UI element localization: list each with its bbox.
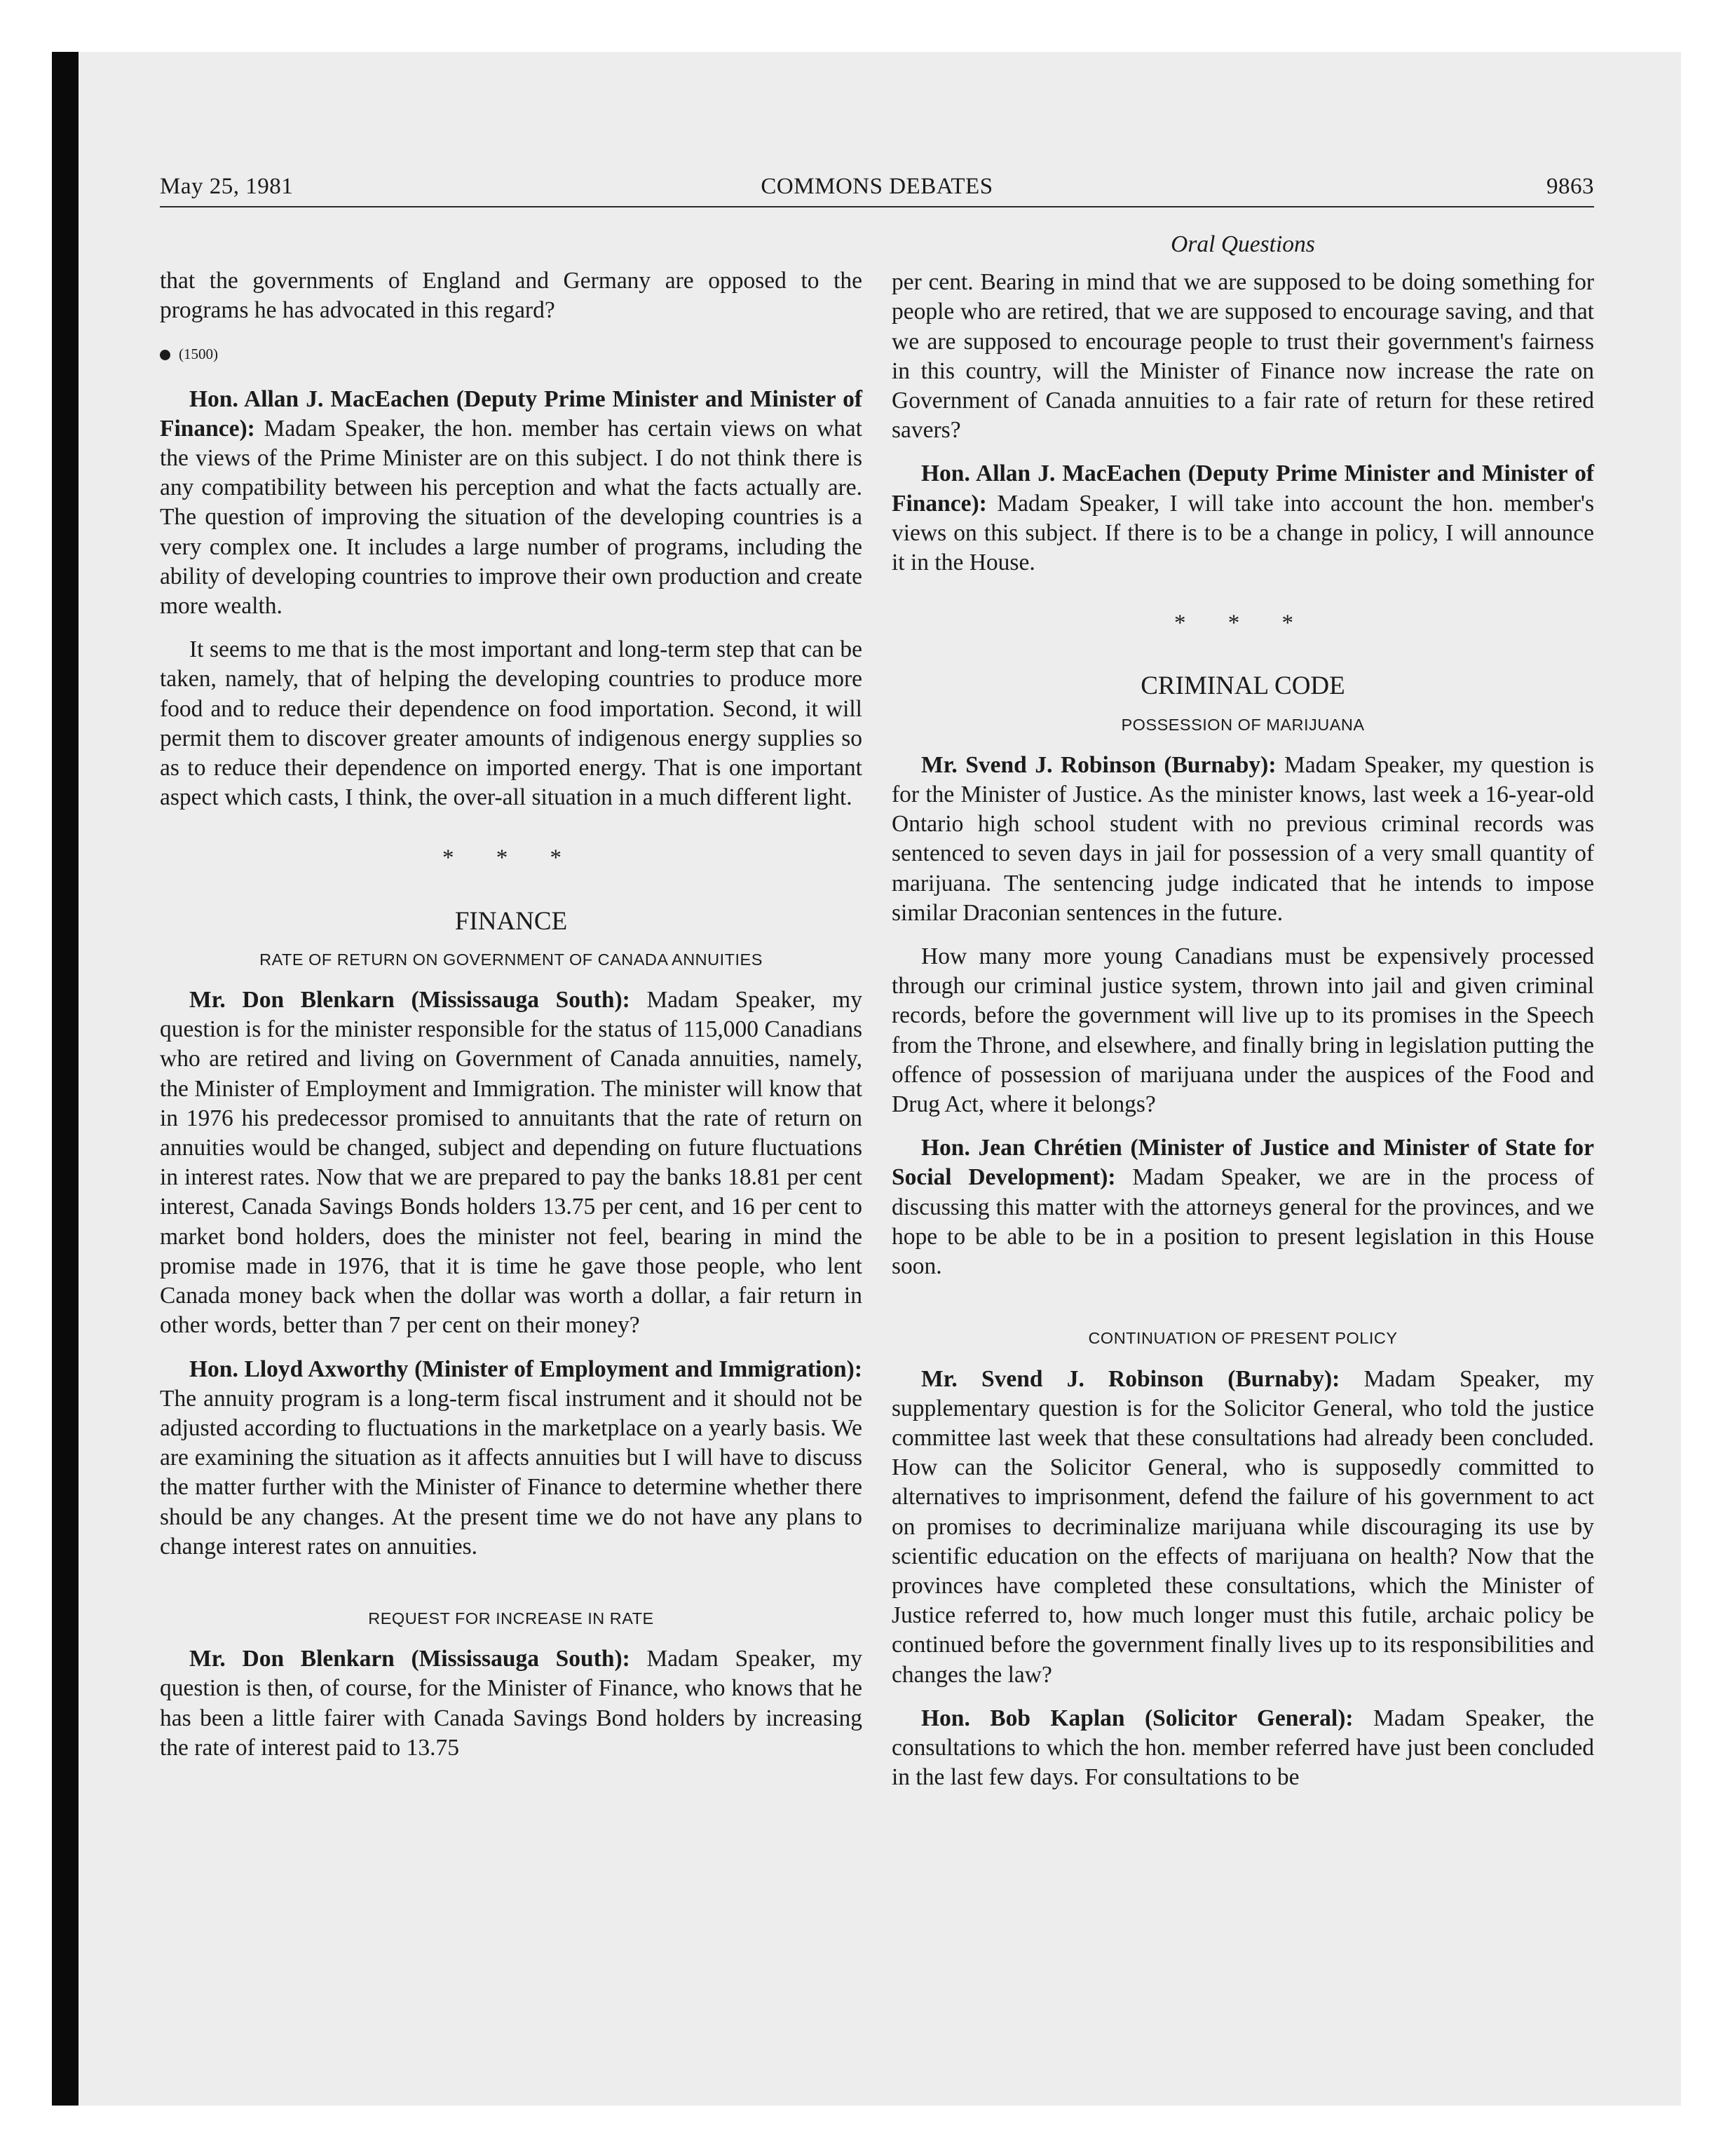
section-separator: * * * — [442, 845, 580, 871]
speech-text: Madam Speaker, I will take into account the hon. member's views on this subject. If there is to be a change in policy, I will announce it in the House. — [892, 490, 1594, 576]
speech-text: Madam Speaker, the hon. member has certain views on what the views of the Prime Minister are on this subject. I do not think there is any compatibility between his perception and what the facts actually are. The question of improving the situation of the developing countries is a very complex one. It includes a large number of programs, including the ability of developing countries to improve their own production and create more wealth. — [160, 415, 862, 620]
running-head: Oral Questions — [1171, 231, 1315, 257]
speech-text: Madam Speaker, the consultations to which the hon. member referred have just been concluded in the last few days. For consultations to be — [892, 1705, 1595, 1791]
speaker-name: Hon. Jean Chrétien (Minister of Justice and Minister of State for Social Development): — [892, 1135, 1594, 1191]
bullet-dot-icon — [160, 350, 170, 360]
section-title: CRIMINAL CODE — [1141, 671, 1345, 701]
paragraph: that the governments of England and Germany are opposed to the programs he has advocated in this regard? — [160, 268, 862, 324]
section-separator: * * * — [1174, 610, 1312, 636]
paragraph — [160, 985, 862, 1340]
speech-text: Madam Speaker, my question is for the minister responsible for the status of 115,000 Canadians who are retired and living on Government of Canada annuities, namely, the Minister of Employment and Immigration. The minister will know that in 1976 his predecessor promised to annuitants that the rate of return on annuities would be changed, subject and depending on future fluctuations in interest rates. Now that we are prepared to pay the banks 18.81 per cent interest, Canada Savings Bonds holders 13.75 per cent, and 16 per cent to market bond holders, does the minister not feel, bearing in mind the promise made in 1976, that it is time he gave those people, who lent Canada money back when the dollar was worth a dollar, a fair return in other words, better than 7 per cent on their money? — [160, 987, 862, 1339]
paragraph — [160, 385, 862, 622]
paragraph — [892, 1704, 1594, 1793]
subsection-title: REQUEST FOR INCREASE IN RATE — [368, 1609, 654, 1628]
paragraph — [892, 1365, 1594, 1690]
paragraph — [892, 1133, 1594, 1281]
publication-title: COMMONS DEBATES — [761, 174, 993, 199]
speaker-name: Mr. Don Blenkarn (Mississauga South): — [189, 1646, 630, 1672]
speaker-name: Hon. Lloyd Axworthy (Minister of Employment and Immigration): — [189, 1356, 862, 1382]
paragraph — [892, 459, 1594, 578]
speaker-name: Hon. Bob Kaplan (Solicitor General): — [921, 1705, 1354, 1731]
left-column — [160, 266, 862, 1777]
speech-text: The annuity program is a long-term fiscal instrument and it should not be adjusted according to fluctuations in the marketplace on a yearly basis. We are examining the situation as it affects annuities but I will have to discuss the matter further with the Minister of Finance to determine whether there should be any changes. At the present time we do not have any plans to change interest rates on annuities. — [160, 1385, 862, 1560]
paragraph — [160, 1355, 862, 1562]
section-title: FINANCE — [454, 906, 568, 936]
subsection-title: RATE OF RETURN ON GOVERNMENT OF CANADA ANNUITIES — [259, 950, 763, 969]
paragraph: per cent. Bearing in mind that we are supposed to be doing something for people who are retired, that we are supposed to encourage saving, and that we are supposed to encourage people to trust their government's fairness in this country, will the Minister of Finance now increase the rate on Government of Canada annuities to a fair rate of return for these retired savers? — [892, 269, 1594, 444]
speech-text: Madam Speaker, we are in the process of discussing this matter with the attorneys general for the provinces, and we hope to be able to be in a position to present legislation in this House soon. — [892, 1164, 1594, 1280]
speaker-name: Mr. Svend J. Robinson (Burnaby): — [921, 751, 1277, 778]
scan-edge — [52, 52, 79, 2106]
speaker-name: Hon. Allan J. MacEachen (Deputy Prime Minister and Minister of Finance): — [892, 460, 1594, 517]
right-column — [892, 230, 1594, 1806]
time-marker — [160, 339, 862, 369]
header-rule — [160, 206, 1594, 207]
time-marker-text: (1500) — [179, 346, 218, 363]
paragraph: It seems to me that is the most important and long-term step that can be taken, namely, that of helping the developing countries to produce more food and to reduce their dependence on food importation. Second, it will permit them to discover greater amounts of indigenous energy supplies so as to reduce their dependence on imported energy. That is one important aspect which casts, I think, the over-all situation in a much different light. — [160, 636, 862, 811]
header-date: May 25, 1981 — [160, 174, 294, 199]
page-header — [160, 174, 1594, 210]
page-number: 9863 — [1546, 174, 1594, 199]
speaker-name: Mr. Don Blenkarn (Mississauga South): — [189, 987, 630, 1014]
speech-text: Madam Speaker, my question is then, of course, for the Minister of Finance, who knows that he has been a little fairer with Canada Savings Bond holders by increasing the rate of interest paid to 13.75 — [160, 1646, 862, 1761]
paragraph: How many more young Canadians must be expensively processed through our criminal justice system, thrown into jail and given criminal records, before the government will live up to its promises in the Speech from the Throne, and elsewhere, and finally bring in legislation putting the offence of possession of marijuana under the auspices of the Food and Drug Act, where it belongs? — [892, 943, 1594, 1118]
speaker-name: Mr. Svend J. Robinson (Burnaby): — [921, 1365, 1340, 1392]
speech-text: Madam Speaker, my question is for the Minister of Justice. As the minister knows, last week a 16-year-old Ontario high school student with no previous criminal records was sentenced to seven days in jail for possession of a very small quantity of marijuana. The sentencing judge indicated that he intends to impose similar Draconian sentences in the future. — [892, 751, 1594, 926]
subsection-title: CONTINUATION OF PRESENT POLICY — [1088, 1329, 1398, 1348]
subsection-title: POSSESSION OF MARIJUANA — [1121, 715, 1365, 734]
paragraph — [160, 1644, 862, 1763]
speech-text: Madam Speaker, my supplementary question is for the Solicitor General, who told the justice committee last week that these consultations had already been concluded. How can the Solicitor General, who is supposedly committed to alternatives to imprisonment, defend the failure of his government to act on promises to decriminalize marijuana while discouraging its use by scientific education on the effects of marijuana on health? Now that the provinces have completed these consultations, which the Minister of Justice referred to, how much longer must this futile, archaic policy be continued before the government finally lives up to its responsibilities and changes the law? — [892, 1365, 1594, 1688]
paragraph — [892, 751, 1594, 928]
speaker-name: Hon. Allan J. MacEachen (Deputy Prime Minister and Minister of Finance): — [160, 386, 862, 442]
